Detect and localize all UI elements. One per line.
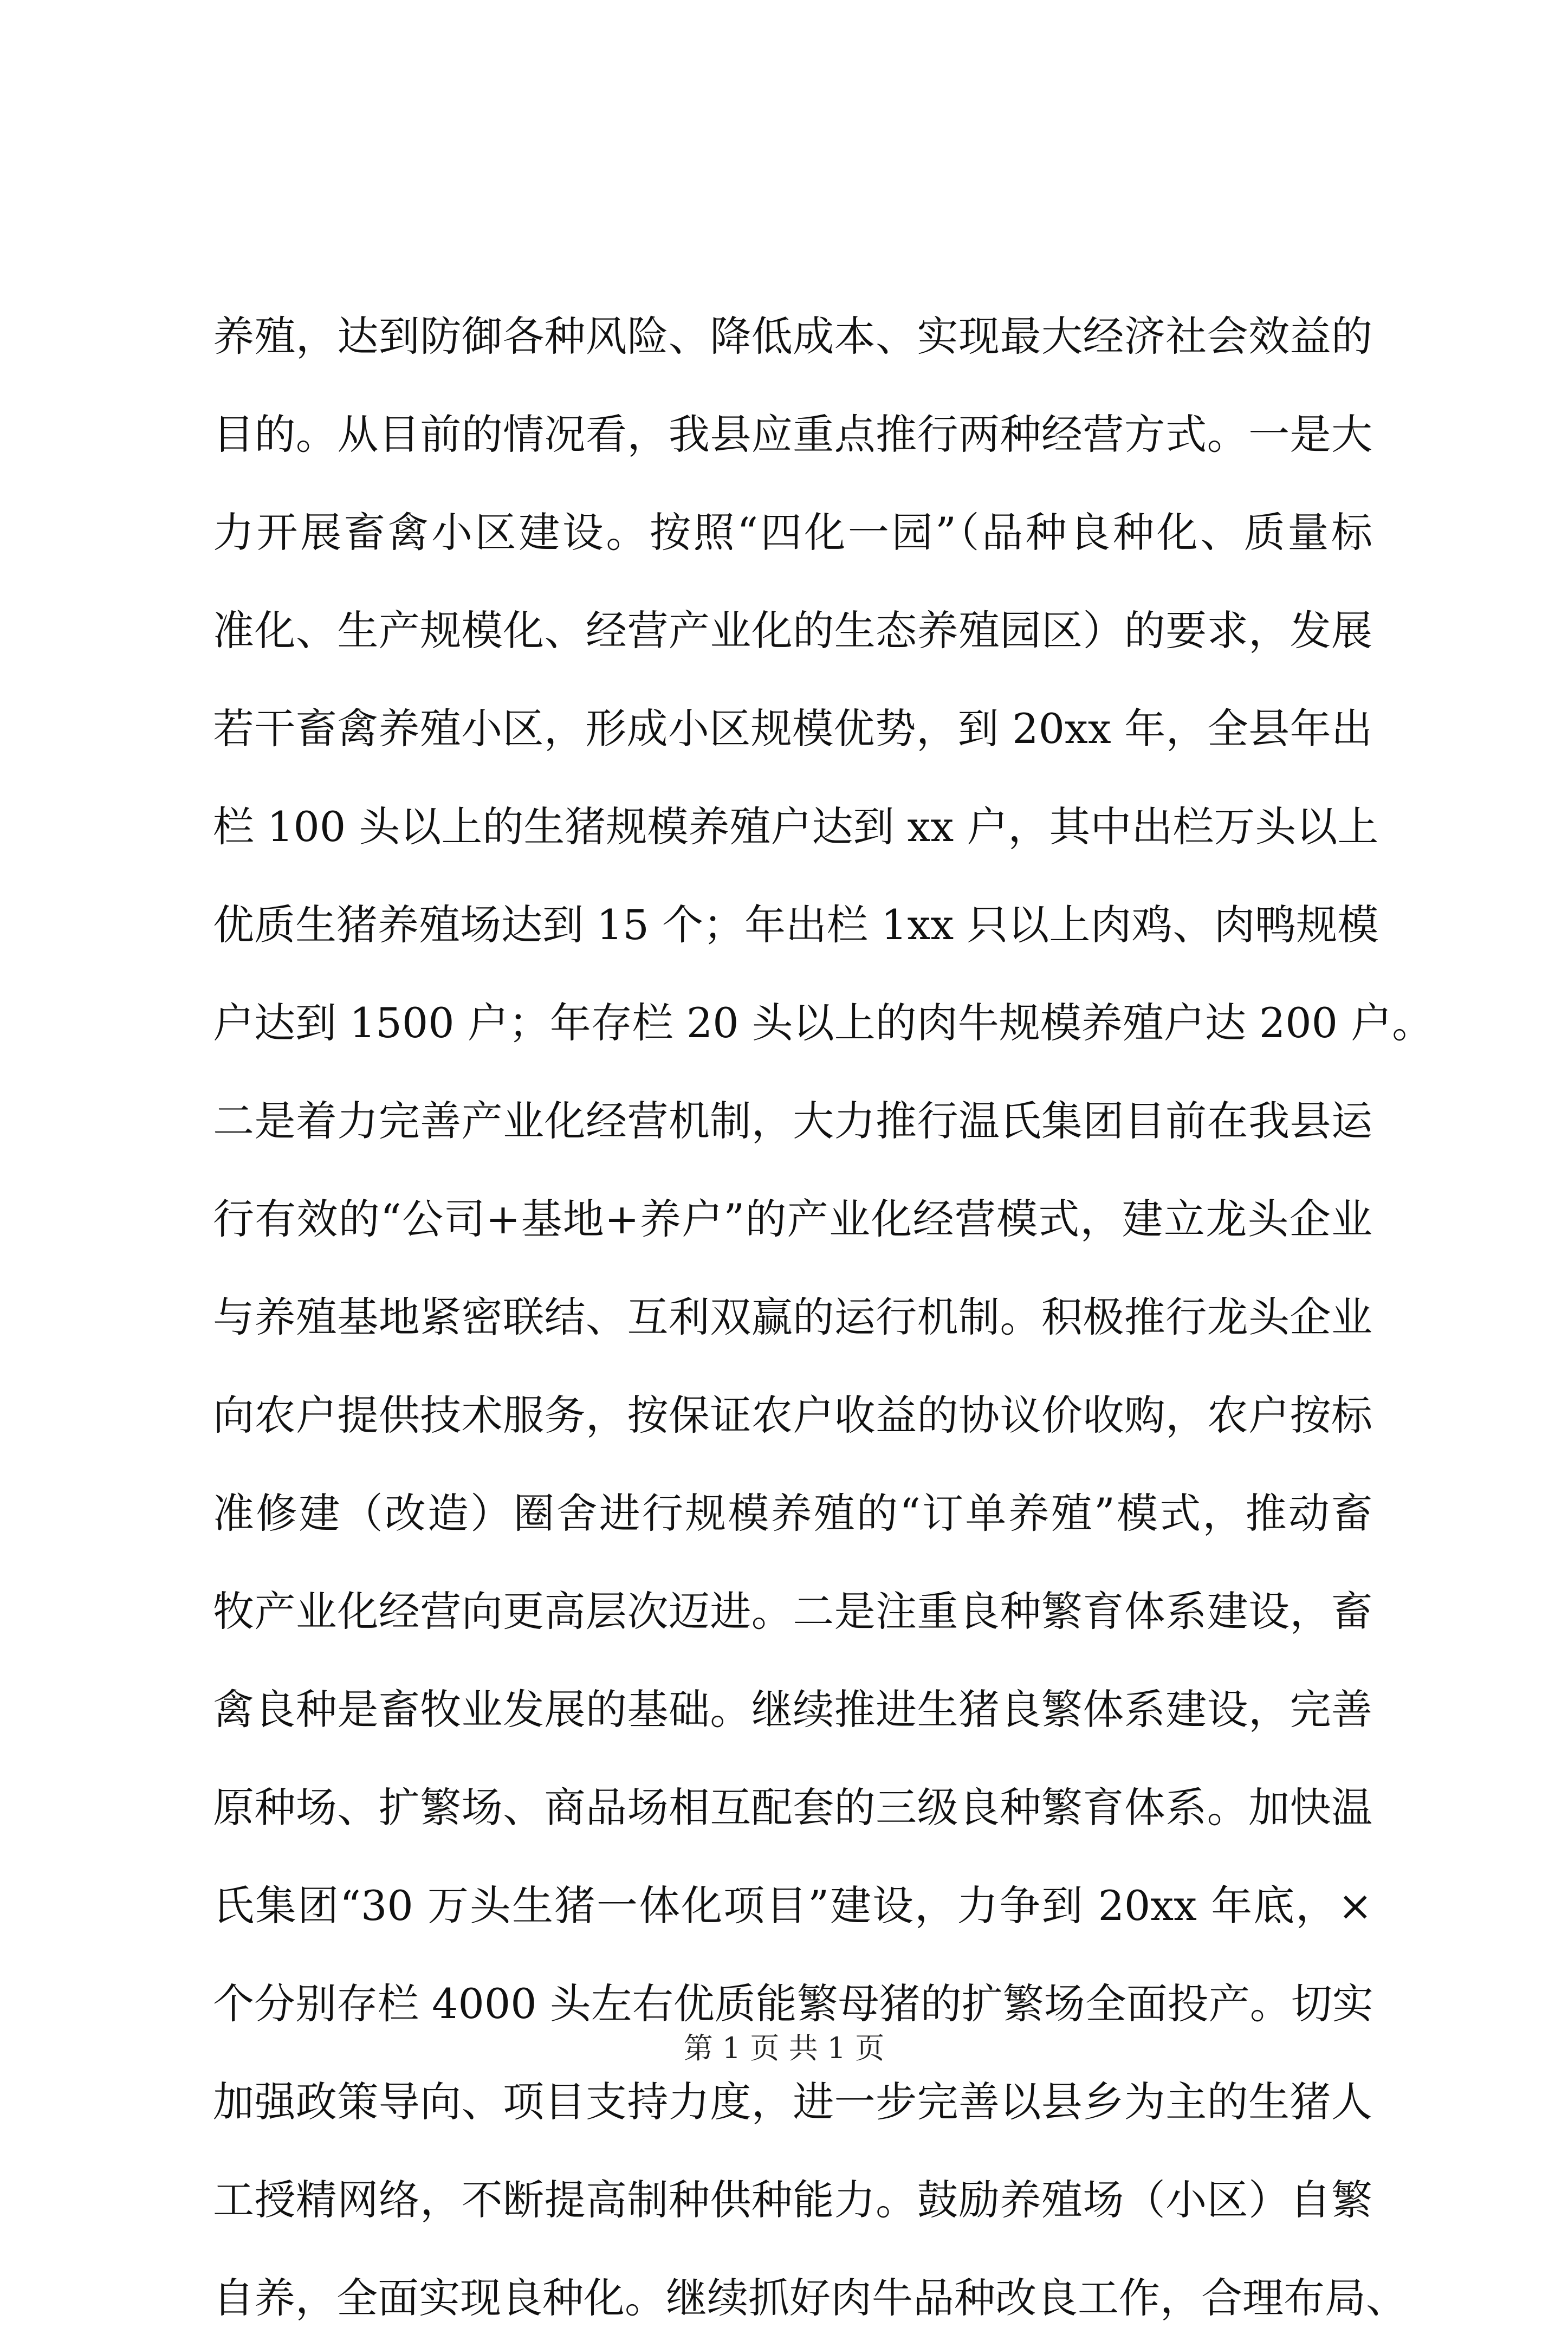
- text-line: 准修建（改造）圈舍进行规模养殖的“订单养殖”模式，推动畜: [213, 1489, 1372, 1537]
- text-line: 个分别存栏 4000 头左右优质能繁母猪的扩繁场全面投产。切实: [213, 1980, 1373, 2028]
- text-line: 加强政策导向、项目支持力度，进一步完善以县乡为主的生猪人: [213, 2078, 1372, 2126]
- text-line: 与养殖基地紧密联结、互利双赢的运行机制。积极推行龙头企业: [213, 1293, 1372, 1341]
- text-line: 户达到 1500 户；年存栏 20 头以上的肉牛规模养殖户达 200 户。: [213, 999, 1434, 1047]
- text-line: 二是着力完善产业化经营机制，大力推行温氏集团目前在我县运: [213, 1097, 1372, 1145]
- text-line: 优质生猪养殖场达到 15 个；年出栏 1xx 只以上肉鸡、肉鸭规模: [213, 901, 1379, 949]
- text-line: 禽良种是畜牧业发展的基础。继续推进生猪良繁体系建设，完善: [213, 1685, 1372, 1734]
- text-line: 若干畜禽养殖小区，形成小区规模优势，到 20xx 年，全县年出: [213, 704, 1372, 753]
- text-line: 原种场、扩繁场、商品场相互配套的三级良种繁育体系。加快温: [213, 1783, 1372, 1832]
- text-line: 力开展畜禽小区建设。按照“四化一园”（品种良种化、质量标: [213, 508, 1372, 557]
- text-line: 向农户提供技术服务，按保证农户收益的协议价收购，农户按标: [213, 1391, 1372, 1439]
- text-line: 行有效的“公司+基地+养户”的产业化经营模式，建立龙头企业: [213, 1195, 1372, 1243]
- text-line: 养殖，达到防御各种风险、降低成本、实现最大经济社会效益的: [213, 312, 1372, 360]
- text-line: 栏 100 头以上的生猪规模养殖户达到 xx 户，其中出栏万头以上: [213, 803, 1379, 851]
- text-line: 目的。从目前的情况看，我县应重点推行两种经营方式。一是大: [213, 410, 1372, 458]
- text-line: 准化、生产规模化、经营产业化的生态养殖园区）的要求，发展: [213, 606, 1372, 655]
- text-line: 工授精网络，不断提高制种供种能力。鼓励养殖场（小区）自繁: [213, 2176, 1372, 2224]
- page-footer: 第 1 页 共 1 页: [683, 2031, 885, 2065]
- text-line: 氏集团“30 万头生猪一体化项目”建设，力争到 20xx 年底，×: [213, 1882, 1372, 1930]
- text-line: 自养，全面实现良种化。继续抓好肉牛品种改良工作，合理布局、: [213, 2274, 1407, 2322]
- text-line: 牧产业化经营向更高层次迈进。二是注重良种繁育体系建设，畜: [213, 1587, 1372, 1635]
